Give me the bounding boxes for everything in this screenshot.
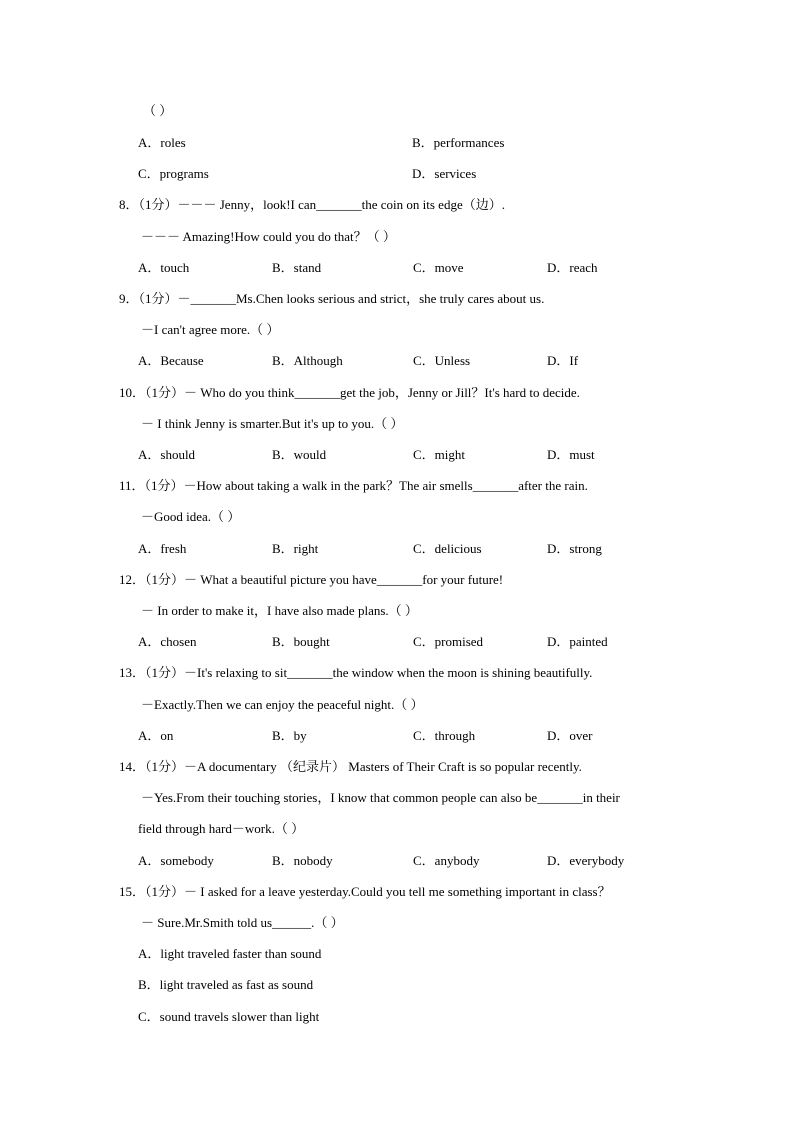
- option-a: A．light traveled faster than sound: [138, 946, 322, 961]
- option-a: A．somebody: [138, 853, 214, 868]
- question-8-response: －－－ Amazing!How could you do that？（ ）: [141, 229, 396, 244]
- option-a: A．roles: [138, 135, 186, 150]
- option-b: B．bought: [272, 634, 330, 649]
- option-c: C．might: [413, 447, 466, 462]
- question-8-stem: 8．（1分）－－－ Jenny，look!I can_______the coin on its edge（边）.: [119, 197, 505, 212]
- question-14-response: －Yes.From their touching stories，I know that common people can also be_______in their: [141, 790, 620, 805]
- option-d: D．services: [412, 166, 477, 181]
- option-b: B．light traveled as fast as sound: [138, 977, 314, 992]
- option-c: C．sound travels slower than light: [138, 1009, 320, 1024]
- option-b: B．Although: [272, 353, 343, 368]
- option-c: C．move: [413, 260, 464, 275]
- option-a: A．chosen: [138, 634, 197, 649]
- option-d: D．everybody: [547, 853, 625, 868]
- question-12-response: － In order to make it，I have also made plans.（ ）: [141, 603, 418, 618]
- option-b: B．nobody: [272, 853, 333, 868]
- question-12-stem: 12．（1分）－ What a beautiful picture you have_______for your future!: [119, 572, 504, 587]
- option-a: A．on: [138, 728, 174, 743]
- option-b: B．would: [272, 447, 327, 462]
- question-10-response: － I think Jenny is smarter.But it's up to you.（ ）: [141, 416, 404, 431]
- option-c: C．programs: [138, 166, 209, 181]
- option-a: A．Because: [138, 353, 204, 368]
- option-c: C．delicious: [413, 541, 482, 556]
- question-9-response: －I can't agree more.（ ）: [141, 322, 280, 337]
- option-b: B．by: [272, 728, 307, 743]
- option-d: D．reach: [547, 260, 598, 275]
- question-14-stem: 14．（1分）－A documentary （纪录片） Masters of Their Craft is so popular recently.: [119, 759, 582, 774]
- option-b: B．stand: [272, 260, 322, 275]
- option-c: C．Unless: [413, 353, 471, 368]
- option-c: C．anybody: [413, 853, 480, 868]
- option-a: A．should: [138, 447, 196, 462]
- question-15-response: － Sure.Mr.Smith told us______.（ ）: [141, 915, 344, 930]
- question-14-response-cont: field through hard－work.（ ）: [138, 821, 305, 836]
- option-d: D．strong: [547, 541, 602, 556]
- option-b: B．performances: [412, 135, 505, 150]
- question-11-response: －Good idea.（ ）: [141, 509, 241, 524]
- question-9-stem: 9．（1分）－_______Ms.Chen looks serious and strict，she truly cares about us.: [119, 291, 545, 306]
- question-10-stem: 10．（1分）－ Who do you think_______get the job，Jenny or Jill？It's hard to decide.: [119, 385, 580, 400]
- option-d: D．painted: [547, 634, 608, 649]
- option-a: A．touch: [138, 260, 190, 275]
- question-11-stem: 11．（1分）－How about taking a walk in the park？The air smells_______after the rain.: [119, 478, 588, 493]
- question-15-stem: 15．（1分）－ I asked for a leave yesterday.Could you tell me something important in class？: [119, 884, 611, 899]
- option-c: C．promised: [413, 634, 484, 649]
- option-d: D．over: [547, 728, 593, 743]
- answer-blank: （ ）: [143, 103, 173, 118]
- option-c: C．through: [413, 728, 476, 743]
- option-d: D．If: [547, 353, 579, 368]
- option-b: B．right: [272, 541, 319, 556]
- option-a: A．fresh: [138, 541, 187, 556]
- question-13-stem: 13．（1分）－It's relaxing to sit_______the window when the moon is shining beautifully.: [119, 665, 593, 680]
- question-13-response: －Exactly.Then we can enjoy the peaceful night.（ ）: [141, 697, 424, 712]
- option-d: D．must: [547, 447, 595, 462]
